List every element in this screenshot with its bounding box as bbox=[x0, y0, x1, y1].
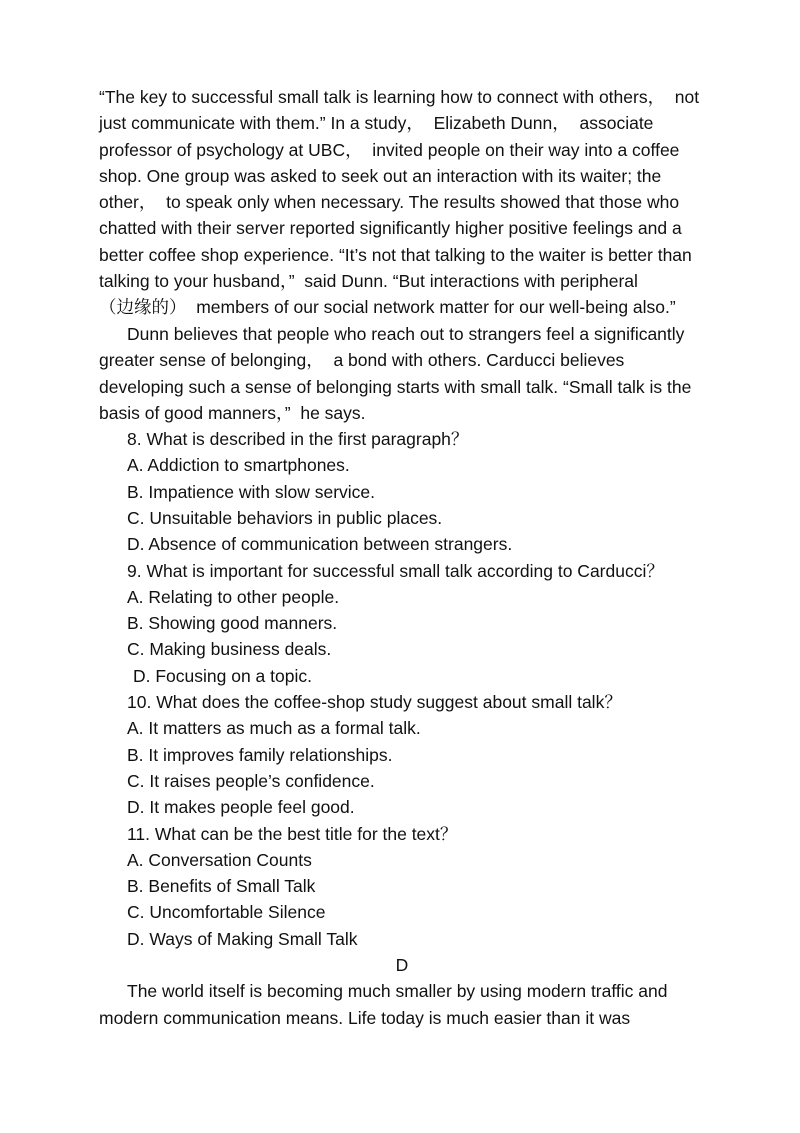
question-9 bbox=[99, 558, 705, 689]
question-stem: 10. What does the coffee-shop study suggest about small talk？ bbox=[127, 692, 622, 712]
passage-paragraph-2 bbox=[99, 321, 705, 426]
passage-paragraph-1 bbox=[99, 84, 705, 321]
answer-option: B. Impatience with slow service. bbox=[127, 481, 376, 502]
answer-option: C. It raises people’s confidence. bbox=[127, 770, 375, 791]
text-line: other， to speak only when necessary. The results showed that those who bbox=[99, 192, 680, 213]
answer-option: C. Uncomfortable Silence bbox=[127, 902, 326, 923]
question-stem: 9. What is important for successful small talk according to Carducci？ bbox=[127, 560, 664, 581]
text-line: （边缘的） members of our social network matter for our well-being also.” bbox=[99, 297, 676, 318]
answer-option: B. Showing good manners. bbox=[127, 613, 338, 634]
answer-option: B. It improves family relationships. bbox=[127, 744, 393, 765]
question-10 bbox=[99, 689, 705, 820]
answer-option: A. Addiction to smartphones. bbox=[127, 455, 350, 476]
answer-option: A. Relating to other people. bbox=[127, 586, 340, 607]
question-11 bbox=[99, 821, 705, 952]
answer-option: D. Ways of Making Small Talk bbox=[127, 928, 358, 949]
question-8 bbox=[99, 426, 705, 557]
text-line: developing such a sense of belonging starts with small talk. “Small talk is the bbox=[99, 376, 692, 397]
section-heading: D bbox=[395, 955, 409, 975]
answer-option: C. Unsuitable behaviors in public places. bbox=[127, 507, 443, 528]
question-stem: 8. What is described in the first paragraph？ bbox=[127, 429, 469, 449]
question-stem: 11. What can be the best title for the text？ bbox=[127, 823, 458, 844]
text-line: professor of psychology at UBC， invited people on their way into a coffee bbox=[99, 139, 680, 160]
answer-option: D. Absence of communication between strangers. bbox=[127, 534, 513, 555]
text-line: “The key to successful small talk is learning how to connect with others， not bbox=[99, 87, 700, 107]
text-line: Dunn believes that people who reach out to strangers feel a significantly bbox=[127, 324, 685, 344]
text-line: greater sense of belonging， a bond with others. Carducci believes bbox=[99, 350, 625, 371]
text-line: shop. One group was asked to seek out an interaction with its waiter; the bbox=[99, 165, 662, 186]
text-line: just communicate with them.” In a study， Elizabeth Dunn， associate bbox=[99, 113, 654, 134]
answer-option: B. Benefits of Small Talk bbox=[127, 876, 316, 897]
section-d bbox=[99, 952, 705, 1031]
text-line: basis of good manners，” he says. bbox=[99, 402, 366, 423]
answer-option: A. Conversation Counts bbox=[127, 849, 312, 870]
text-line: talking to your husband，” said Dunn. “But interactions with peripheral bbox=[99, 271, 638, 292]
text-line: better coffee shop experience. “It’s not that talking to the waiter is better than bbox=[99, 244, 692, 265]
answer-option: D. It makes people feel good. bbox=[127, 797, 355, 818]
answer-option: C. Making business deals. bbox=[127, 639, 332, 660]
text-line: modern communication means. Life today is much easier than it was bbox=[99, 1007, 631, 1028]
answer-option: A. It matters as much as a formal talk. bbox=[127, 718, 421, 739]
answer-option: D. Focusing on a topic. bbox=[133, 665, 312, 686]
text-line: The world itself is becoming much smaller by using modern traffic and bbox=[127, 981, 668, 1002]
text-line: chatted with their server reported significantly higher positive feelings and a bbox=[99, 218, 682, 239]
